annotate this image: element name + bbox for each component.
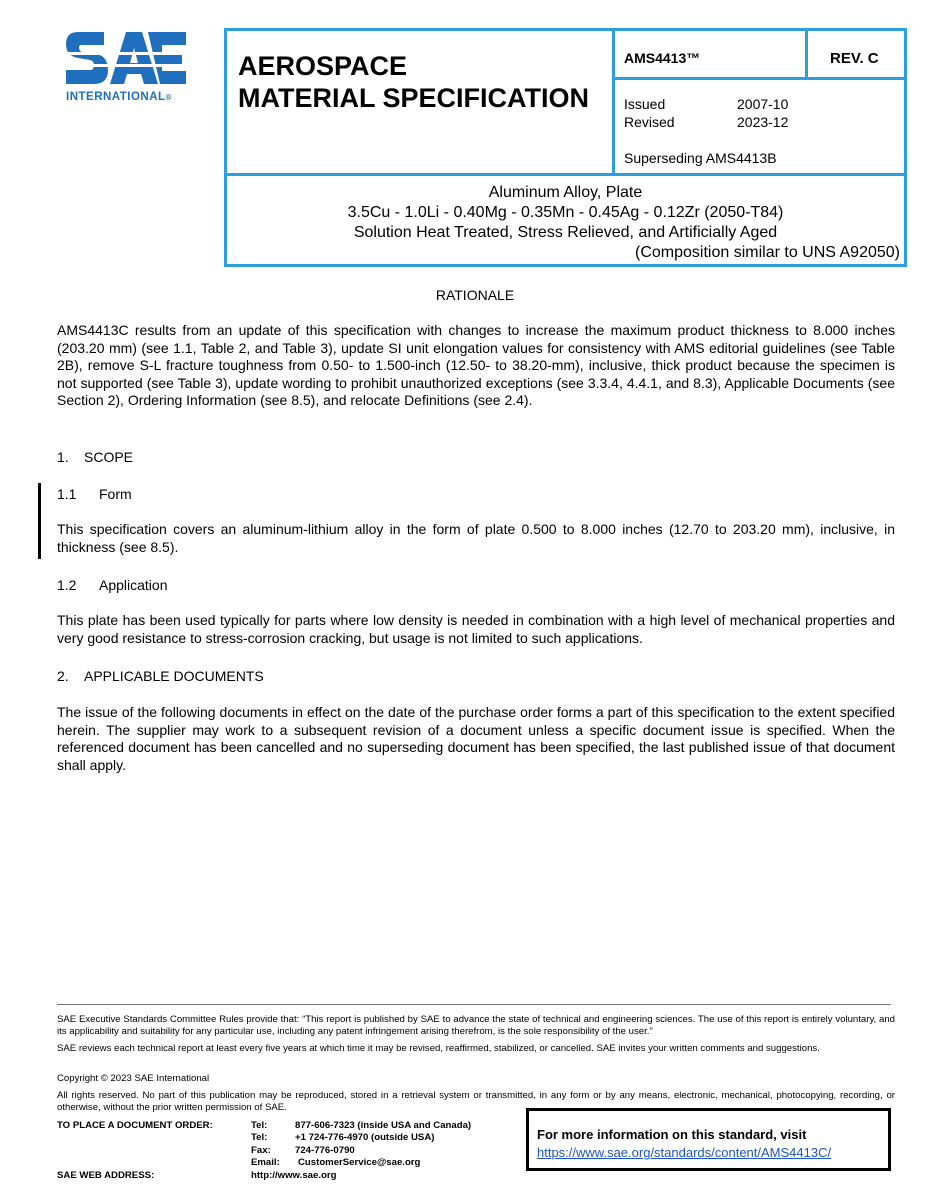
email-label: Email:	[251, 1157, 280, 1168]
dates-cell	[615, 80, 904, 173]
section-2-number: 2.	[57, 668, 69, 684]
title-line-1: AEROSPACE	[238, 51, 408, 81]
order-label: TO PLACE A DOCUMENT ORDER:	[57, 1120, 213, 1131]
logo-subtext: INTERNATIONAL®	[66, 91, 172, 103]
fax-label: Fax:	[251, 1145, 271, 1156]
footer-review-text: SAE reviews each technical report at least every five years at which time it may be revised, reaffirmed, stabilized, or cancelled. SAE invites your written comments and suggestions.	[57, 1043, 820, 1054]
footer-rules-text: SAE Executive Standards Committee Rules provide that: “This report is published by SAE to advance the state of technical and engineering sciences. The use of this report is entirely voluntary, and its applicability and suitability for any particular use, including any patent infringement arising therefrom, is the sole responsibility of the user.”	[57, 1014, 895, 1038]
rationale-heading: RATIONALE	[435, 287, 515, 303]
footer-rule	[57, 1004, 891, 1005]
section-1-title: SCOPE	[84, 449, 134, 465]
section-1-2-heading	[57, 577, 168, 593]
email-value[interactable]: CustomerService@sae.org	[298, 1157, 421, 1168]
more-info-text: For more information on this standard, visit	[537, 1127, 807, 1142]
footer-copyright: Copyright © 2023 SAE International	[57, 1073, 210, 1084]
section-2-title: APPLICABLE DOCUMENTS	[84, 668, 264, 684]
web-label: SAE WEB ADDRESS:	[57, 1170, 155, 1181]
tel-value: 877-606-7323 (inside USA and Canada)	[295, 1120, 472, 1131]
standard-url-link[interactable]: https://www.sae.org/standards/content/AMS4413C/	[537, 1145, 832, 1160]
header-title-cell	[227, 31, 615, 173]
section-1-2-title: Application	[99, 577, 168, 593]
section-1-1-text: This specification covers an aluminum-lithium alloy in the form of plate 0.500 to 8.000 inches (12.70 to 203.20 mm), inclusive, in thickness (see 8.5).	[57, 521, 895, 555]
doc-id: AMS4413™	[624, 50, 701, 66]
revision-cell	[808, 31, 904, 80]
revised-value: 2023-12	[737, 114, 789, 130]
doc-id-cell	[615, 31, 808, 80]
more-info-box	[526, 1108, 891, 1171]
fax-value: 724-776-0790	[295, 1145, 355, 1156]
tel-label: Tel:	[251, 1120, 268, 1131]
section-2-text: The issue of the following documents in effect on the date of the purchase order forms a part of this specification to the extent specified herein. The supplier may work to a subsequent revision of a document unless a specific document issue is specified. When the referenced document has been cancelled and no superseding document has been specified, the last published issue of that document shall apply.	[57, 704, 895, 773]
issued-value: 2007-10	[737, 96, 789, 112]
rationale-text: AMS4413C results from an update of this specification with changes to increase the maximum product thickness to 8.000 inches (203.20 mm) (see 1.1, Table 2, and Table 3), update SI unit elongation values for consistency with AMS editorial guidelines (see Table 2B), remove S-L fracture toughness from 0.50- to 1.500-inch (12.50- to 38.20-mm), inclusive, thick product because the specimen is not supported (see Table 3), update wording to prohibit unauthorized exceptions (see 3.3.4, 4.4.1, and 8.3), Applicable Documents (see Section 2), Ordering Information (see 8.5), and relocate Definitions (see 2.4).	[57, 322, 895, 408]
tel2-label: Tel:	[251, 1132, 268, 1143]
spec-header-box	[224, 28, 907, 267]
issued-label: Issued	[624, 96, 666, 112]
section-2-heading	[57, 668, 264, 684]
section-1-2-number: 1.2	[57, 577, 77, 593]
tel2-value: +1 724-776-4970 (outside USA)	[295, 1132, 435, 1143]
title-line-2: MATERIAL SPECIFICATION	[238, 83, 589, 113]
subtitle-line-3: Solution Heat Treated, Stress Relieved, and Artificially Aged	[353, 224, 778, 241]
section-1-2-text: This plate has been used typically for parts where low density is needed in combination with a high level of mechanical properties and very good resistance to stress-corrosion cracking, but usage is not limited to such applications.	[57, 612, 895, 646]
section-1-1-number: 1.1	[57, 486, 77, 502]
subtitle-line-4: (Composition similar to UNS A92050)	[635, 244, 900, 261]
revision: REV. C	[830, 50, 879, 67]
revised-label: Revised	[624, 114, 675, 130]
sae-logo-mark	[64, 28, 188, 88]
subtitle-line-2: 3.5Cu - 1.0Li - 0.40Mg - 0.35Mn - 0.45Ag - 0.12Zr (2050-T84)	[347, 204, 784, 221]
revision-change-bar	[38, 483, 41, 559]
section-1-heading	[57, 449, 133, 465]
section-1-1-heading	[57, 486, 132, 502]
footer-rights-text: All rights reserved. No part of this publication may be reproduced, stored in a retrieval system or transmitted, in any form or by any means, electronic, mechanical, photocopying, recording, or otherwise, without the prior written permission of SAE.	[57, 1090, 895, 1114]
section-1-number: 1.	[57, 449, 69, 465]
subtitle-line-1: Aluminum Alloy, Plate	[488, 184, 643, 201]
sae-logo	[64, 28, 188, 108]
superseding-note: Superseding AMS4413B	[624, 150, 777, 166]
section-1-1-title: Form	[99, 486, 132, 502]
header-subtitle-cell	[227, 176, 904, 264]
web-value[interactable]: http://www.sae.org	[251, 1170, 337, 1181]
